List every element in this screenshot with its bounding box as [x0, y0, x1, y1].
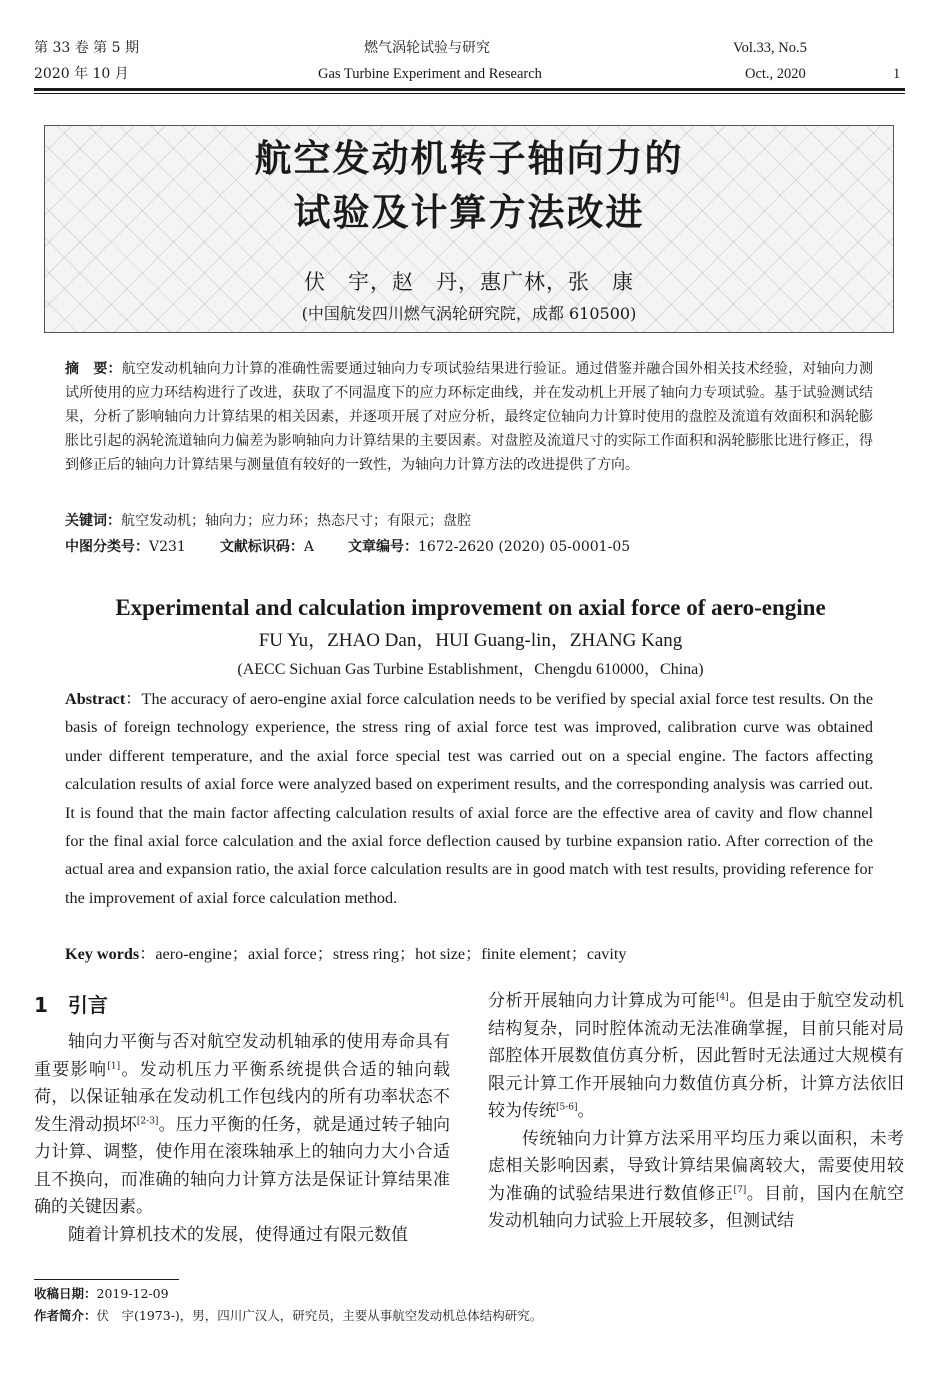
intro-paragraph-3: 传统轴向力计算方法采用平均压力乘以面积，未考虑相关影响因素，导致计算结果偏离较大，需要使用较为准确的试验结果进行数值修正[7]。目前，国内在航空发动机轴向力试验上开展较多，但测试结 — [488, 1128, 905, 1231]
page-number: 1 — [893, 66, 901, 82]
header-rule-thin — [34, 93, 905, 94]
header-journal-en: Gas Turbine Experiment and Research — [318, 66, 542, 82]
section-heading-intro: 1 引言 — [34, 993, 108, 1017]
header-rule-thick — [34, 88, 905, 91]
citation-ref: [5-6] — [556, 1102, 578, 1113]
intro-paragraph-1: 轴向力平衡与否对航空发动机轴承的使用寿命具有重要影响[1]。发动机压力平衡系统提供合适的轴向载荷，以保证轴承在发动机工作包线内的所有功率状态不发生滑动损坏[2-3]。压力平衡的任务，就是通过转子轴向力计算、调整，使作用在滚珠轴承上的轴向力大小合适且不换向，而准确的轴向力计算方法是保证计算结果准确的关键因素。 — [34, 1032, 451, 1217]
keywords-cn — [65, 511, 471, 531]
abstract-en-text: ：The accuracy of aero-engine axial force calculation needs to be verified by special axial force test results. On the basis of foreign technology experience, the stress ring of axial force test was improved, calibration curve was obtained under different temperature, and the axial force special test was carried out on a special engine. The factors affecting calculation results of axial force were analyzed based on experiment results, and the corresponding analysis was carried out. It is found that the main factor affecting calculation results of axial force are the effective area of cavity and flow channel for the final axial force calculation and the axial force deflection caused by turbine expansion ratio. After correction of the actual area and expansion ratio, the axial force calculation results are in good match with test results, providing reference for the improvement of axial force calculation method. — [65, 690, 873, 907]
header-date-en: Oct., 2020 — [745, 66, 806, 82]
body-column-right — [488, 988, 904, 1236]
abstract-cn-label: 摘 要： — [65, 361, 122, 377]
keywords-en-text: ：aero-engine；axial force；stress ring；hot size；finite element；cavity — [139, 945, 627, 963]
authors-cn: 伏 宇，赵 丹，惠广林，张 康 — [304, 270, 634, 294]
keywords-en-label: Key words — [65, 945, 140, 963]
doc-code-label: 文献标识码： — [219, 539, 304, 555]
citation-ref: [4] — [715, 992, 729, 1003]
classification-line — [65, 537, 630, 557]
abstract-cn-text: 航空发动机轴向力计算的准确性需要通过轴向力专项试验结果进行验证。通过借鉴并融合国外相关技术经验，对轴向力测试所使用的应力环结构进行了改进，获取了不同温度下的应力环标定曲线，并在发动机上开展了轴向力专项试验。基于试验测试结果，分析了影响轴向力计算结果的相关因素，并逐项开展了对应分析，最终定位轴向力计算时使用的盘腔及流道有效面积和涡轮膨胀比引起的涡轮流道轴向力偏差为影响轴向力计算结果的主要因素。对盘腔及流道尺寸的实际工作面积和涡轮膨胀比进行修正，得到修正后的轴向力计算结果与测量值有较好的一致性，为轴向力计算方法的改进提供了方向。 — [65, 361, 874, 473]
keywords-en — [65, 943, 873, 965]
affiliation-cn: (中国航发四川燃气涡轮研究院，成都 610500) — [301, 304, 637, 323]
body-column-left — [34, 1029, 450, 1249]
doc-code-value: A — [303, 539, 314, 555]
keywords-cn-label: 关键词： — [65, 513, 121, 529]
footnote-rule — [34, 1279, 179, 1280]
header-volume-cn: 第 33 卷 第 5 期 — [34, 40, 139, 56]
authors-en: FU Yu，ZHAO Dan，HUI Guang-lin，ZHANG Kang — [258, 630, 683, 651]
title-en: Experimental and calculation improvement on axial force of aero-engine — [115, 595, 826, 620]
title-cn-line1: 航空发动机转子轴向力的 — [254, 137, 684, 180]
article-no-value: 1672-2620 (2020) 05-0001-05 — [417, 539, 631, 555]
abstract-en-label: Abstract — [65, 690, 126, 708]
intro-paragraph-2: 随着计算机技术的发展，使得通过有限元数值 — [68, 1224, 408, 1245]
keywords-cn-text: 航空发动机；轴向力；应力环；热态尺寸；有限元；盘腔 — [121, 513, 471, 529]
clc-value: V231 — [149, 539, 186, 555]
title-box — [44, 125, 894, 333]
header-date-cn: 2020 年 10 月 — [34, 66, 129, 82]
citation-ref: [7] — [733, 1184, 747, 1195]
clc-label: 中图分类号： — [65, 539, 149, 555]
article-no-label: 文章编号： — [347, 539, 418, 555]
footnote-author: 作者简介：伏 宇(1973-)，男，四川广汉人，研究员，主要从事航空发动机总体结构研究。 — [34, 1308, 543, 1323]
citation-ref: [2-3] — [136, 1115, 159, 1126]
header-volume-en: Vol.33, No.5 — [733, 40, 807, 56]
intro-paragraph-2-cont: 分析开展轴向力计算成为可能[4]。但是由于航空发动机结构复杂，同时腔体流动无法准确掌握，目前只能对局部腔体开展数值仿真分析，因此暂时无法通过大规模有限元计算工作开展轴向力数值仿真分析，计算方法依旧较为传统[5-6]。 — [488, 991, 905, 1121]
header-journal-cn: 燃气涡轮试验与研究 — [364, 40, 490, 56]
footnote-received: 收稿日期：2019-12-09 — [34, 1286, 169, 1301]
title-cn-line2: 试验及计算方法改进 — [293, 191, 645, 234]
abstract-en — [65, 685, 873, 912]
citation-ref: [1] — [107, 1060, 121, 1071]
abstract-cn — [65, 357, 873, 477]
affiliation-en: (AECC Sichuan Gas Turbine Establishment，Chengdu 610000，China) — [237, 661, 704, 678]
